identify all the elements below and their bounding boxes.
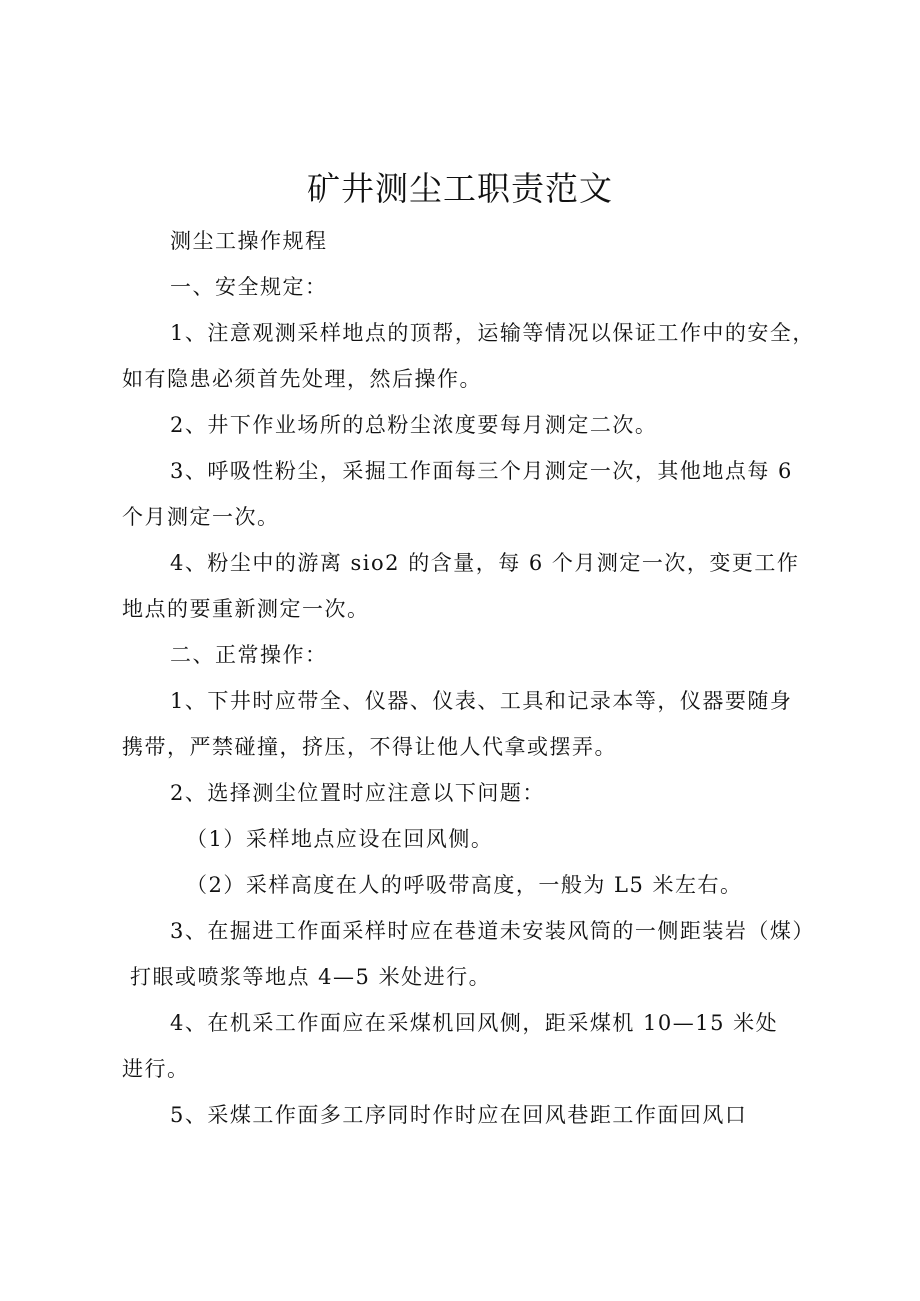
- text-line-safety-4b: 地点的要重新测定一次。: [122, 597, 370, 621]
- text-line-heading-procedure: 测尘工操作规程: [170, 229, 328, 253]
- text-line-operation-5: 5、采煤工作面多工序同时作时应在回风巷距工作面回风口: [170, 1103, 748, 1127]
- text-line-safety-4a: 4、粉尘中的游离 sio2 的含量，每 6 个月测定一次，变更工作: [170, 551, 800, 575]
- document-title: 矿井测尘工职责范文: [307, 169, 613, 208]
- text-line-safety-3a: 3、呼吸性粉尘，采掘工作面每三个月测定一次，其他地点每 6: [170, 459, 793, 483]
- text-line-operation-2-item-2: （2）采样高度在人的呼吸带高度，一般为 L5 米左右。: [186, 873, 743, 897]
- text-line-safety-1b: 如有隐患必须首先处理，然后操作。: [122, 367, 482, 391]
- text-line-safety-2: 2、井下作业场所的总粉尘浓度要每月测定二次。: [170, 413, 658, 437]
- text-line-section-safety: 一、安全规定：: [170, 275, 328, 299]
- text-line-operation-4b: 进行。: [122, 1057, 190, 1081]
- text-line-operation-2-item-1: （1）采样地点应设在回风侧。: [186, 827, 494, 851]
- text-line-operation-2: 2、选择测尘位置时应注意以下问题：: [170, 781, 545, 805]
- text-line-operation-3a: 3、在掘进工作面采样时应在巷道未安装风筒的一侧距装岩（煤）: [170, 919, 815, 943]
- text-line-safety-3b: 个月测定一次。: [122, 505, 280, 529]
- text-line-operation-4a: 4、在机采工作面应在采煤机回风侧，距采煤机 10—15 米处: [170, 1011, 779, 1035]
- text-line-operation-1a: 1、下井时应带全、仪器、仪表、工具和记录本等，仪器要随身: [170, 689, 793, 713]
- text-line-operation-1b: 携带，严禁碰撞，挤压，不得让他人代拿或摆弄。: [122, 735, 617, 759]
- text-line-safety-1a: 1、注意观测采样地点的顶帮，运输等情况以保证工作中的安全，: [170, 321, 815, 345]
- text-line-section-operation: 二、正常操作：: [170, 643, 328, 667]
- text-line-operation-3b: 打眼或喷浆等地点 4—5 米处进行。: [130, 965, 492, 989]
